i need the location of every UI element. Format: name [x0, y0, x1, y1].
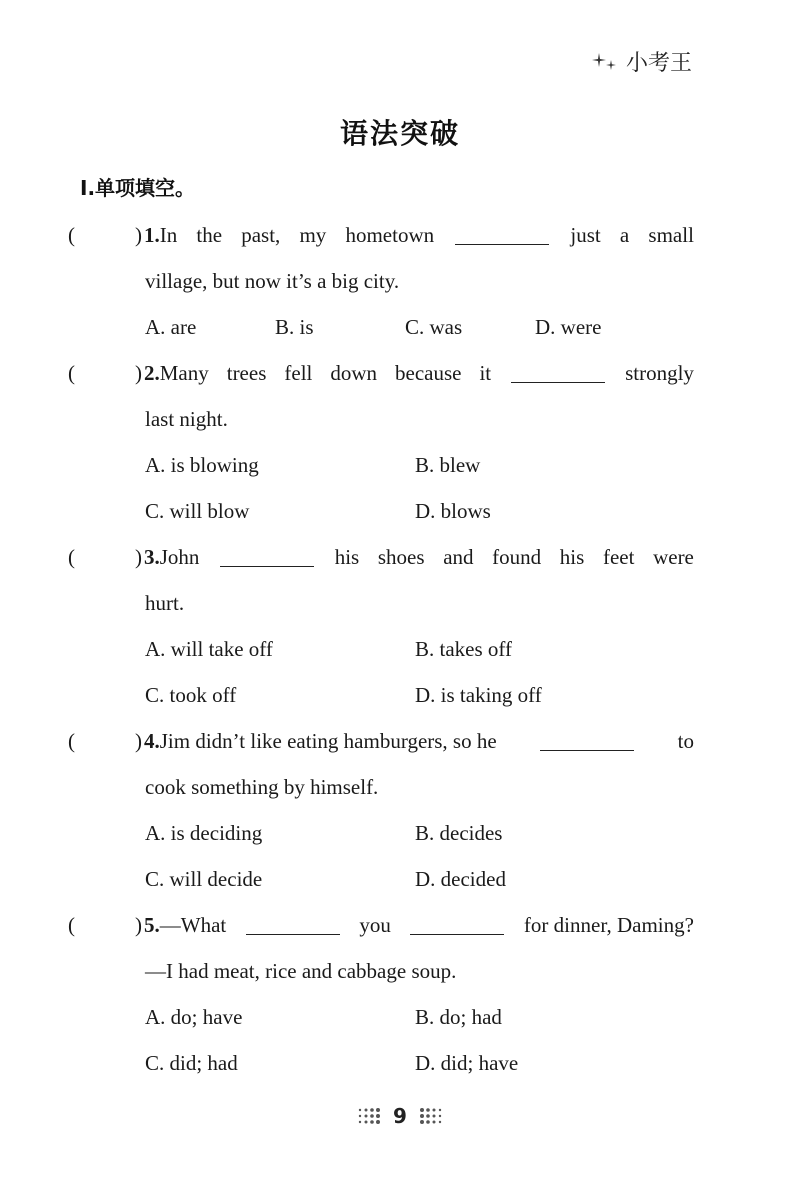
option-b[interactable]: B. takes off: [415, 637, 513, 661]
dot-ornament-right-icon: [417, 1106, 443, 1126]
option-a[interactable]: A. is deciding: [145, 821, 263, 845]
question-continuation: last night.: [145, 407, 228, 431]
answer-blank[interactable]: [410, 916, 504, 935]
option-c[interactable]: C. took off: [145, 683, 237, 707]
question-stem: [68, 902, 694, 948]
options-row: [68, 304, 694, 350]
dot-ornament-left-icon: [357, 1106, 383, 1126]
question-5: [68, 902, 694, 1086]
question-continuation: hurt.: [145, 591, 185, 615]
answer-bracket[interactable]: ( ): [68, 729, 142, 753]
option-d[interactable]: D. is taking off: [415, 683, 542, 707]
section-heading: Ⅰ.单项填空。: [80, 176, 196, 200]
question-text: In the past, my hometown just a small: [159, 223, 694, 247]
question-text: John his shoes and found his feet were: [159, 545, 694, 569]
question-stem: [68, 212, 694, 258]
question-continuation: village, but now it’s a big city.: [145, 269, 400, 293]
page-title: 语法突破: [339, 117, 460, 150]
answer-blank[interactable]: [220, 548, 314, 567]
question-text: Jim didn’t like eating hamburgers, so he to: [159, 729, 694, 753]
answer-blank[interactable]: [540, 732, 634, 751]
option-b[interactable]: B. decides: [415, 821, 503, 845]
page-number: 9: [393, 1104, 407, 1128]
answer-blank[interactable]: [246, 916, 340, 935]
answer-bracket[interactable]: ( ): [68, 913, 142, 937]
answer-blank[interactable]: [455, 226, 549, 245]
option-c[interactable]: C. did; had: [145, 1051, 238, 1075]
option-a[interactable]: A. is blowing: [145, 453, 259, 477]
question-list: [68, 212, 694, 1086]
brand-header: [592, 46, 692, 77]
question-number: 5.: [144, 913, 160, 937]
question-stem: [68, 718, 694, 764]
question-number: 1.: [144, 223, 160, 247]
option-d[interactable]: D. decided: [415, 867, 506, 891]
question-2: [68, 350, 694, 534]
question-text: Many trees fell down because it strongly: [159, 361, 694, 385]
page-footer: [0, 1104, 800, 1128]
answer-blank[interactable]: [511, 364, 605, 383]
option-b[interactable]: B. is: [275, 315, 314, 339]
question-stem: [68, 350, 694, 396]
options-row: [68, 442, 694, 488]
question-continuation: cook something by himself.: [145, 775, 379, 799]
option-a[interactable]: A. are: [145, 315, 197, 339]
question-number: 3.: [144, 545, 160, 569]
option-b[interactable]: B. blew: [415, 453, 481, 477]
question-4: [68, 718, 694, 902]
option-d[interactable]: D. did; have: [415, 1051, 519, 1075]
option-a[interactable]: A. do; have: [145, 1005, 243, 1029]
options-row: [68, 1040, 694, 1086]
options-row: [68, 672, 694, 718]
question-1: [68, 212, 694, 350]
answer-bracket[interactable]: ( ): [68, 223, 142, 247]
option-c[interactable]: C. will blow: [145, 499, 250, 523]
question-3: [68, 534, 694, 718]
sparkle-icon: [592, 51, 618, 73]
options-row: [68, 810, 694, 856]
option-c[interactable]: C. will decide: [145, 867, 263, 891]
question-text: —What you for dinner, Daming?: [159, 913, 694, 937]
answer-bracket[interactable]: ( ): [68, 545, 142, 569]
options-row: [68, 626, 694, 672]
answer-bracket[interactable]: ( ): [68, 361, 142, 385]
option-a[interactable]: A. will take off: [145, 637, 273, 661]
option-c[interactable]: C. was: [405, 315, 463, 339]
options-row: [68, 856, 694, 902]
options-row: [68, 994, 694, 1040]
question-number: 4.: [144, 729, 160, 753]
options-row: [68, 488, 694, 534]
brand-name: 小考王: [625, 51, 692, 76]
option-d[interactable]: D. blows: [415, 499, 491, 523]
option-b[interactable]: B. do; had: [415, 1005, 502, 1029]
question-stem: [68, 534, 694, 580]
option-d[interactable]: D. were: [535, 315, 602, 339]
question-continuation: —I had meat, rice and cabbage soup.: [145, 959, 457, 983]
question-number: 2.: [144, 361, 160, 385]
